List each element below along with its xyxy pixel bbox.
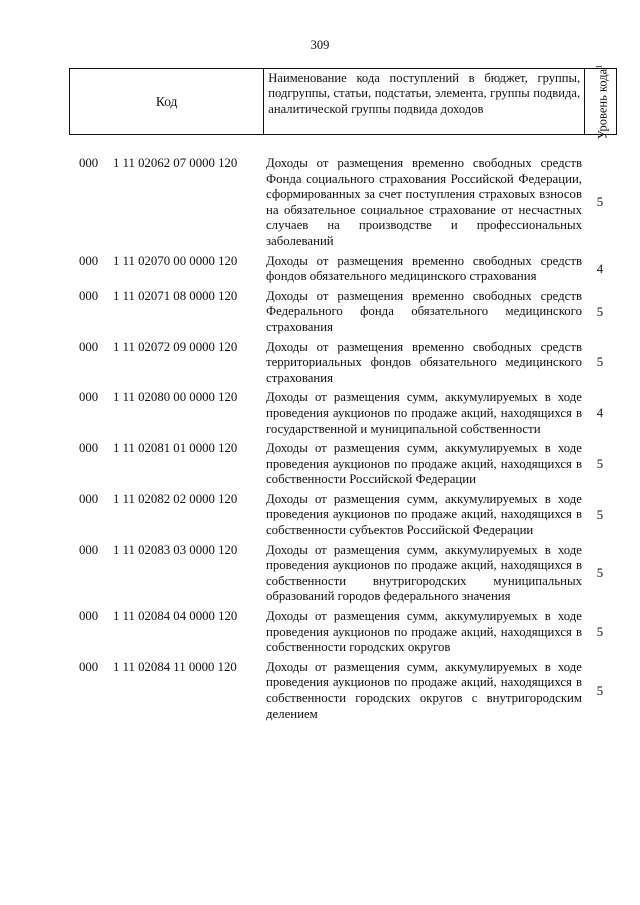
row-code: 1 11 02082 02 0000 120	[113, 491, 238, 506]
row-level: 4	[596, 406, 604, 421]
row-code: 1 11 02062 07 0000 120	[113, 156, 238, 170]
row-name: Доходы от размещения временно свободных средств Фонда социального страхования Российской Федерации, сформированных за счет поступления страховых взносов на обязательное социальное страхование от несчастных случаев на производстве и профессиональных заболеваний	[266, 156, 582, 248]
row-prefix: 000	[79, 491, 99, 506]
row-code: 1 11 02084 11 0000 120	[113, 659, 237, 674]
row-prefix: 000	[79, 542, 99, 557]
header-level-text: Уровень кода	[595, 68, 610, 139]
table-row	[0, 543, 640, 605]
row-code: 1 11 02070 00 0000 120	[113, 253, 238, 268]
table-row	[0, 156, 640, 250]
row-level: 5	[596, 456, 604, 471]
row-name: Доходы от размещения сумм, аккумулируемых в ходе проведения аукционов по продаже акций, находящихся в собственности субъектов Российской Федерации	[266, 491, 582, 538]
table-row	[0, 289, 640, 336]
row-name: Доходы от размещения сумм, аккумулируемых в ходе проведения аукционов по продаже акций, находящихся в государственной и муниципальной собственности	[266, 390, 582, 436]
table-header	[69, 64, 617, 139]
header-name	[264, 69, 585, 134]
table-row	[0, 492, 640, 539]
header-level	[585, 64, 616, 139]
row-prefix: 000	[79, 609, 99, 624]
table-row	[0, 609, 640, 656]
row-code: 1 11 02072 09 0000 120	[113, 339, 238, 354]
header-level-label	[592, 64, 609, 138]
table-body	[0, 156, 640, 722]
row-level: 5	[596, 304, 604, 319]
row-level: 4	[596, 261, 604, 276]
row-prefix: 000	[79, 253, 99, 268]
row-level: 5	[596, 355, 604, 370]
row-code: 1 11 02084 04 0000 120	[113, 609, 238, 624]
row-name: Доходы от размещения сумм, аккумулируемых в ходе проведения аукционов по продаже акций, находящихся в собственности Российской Федерации	[266, 441, 582, 487]
row-prefix: 000	[79, 441, 99, 456]
row-prefix: 000	[79, 390, 99, 405]
row-level: 5	[596, 507, 604, 522]
row-level: 5	[596, 195, 604, 210]
table-row	[0, 441, 640, 488]
header-code-label: Код	[155, 93, 178, 109]
table-row	[0, 340, 640, 387]
row-code: 1 11 02081 01 0000 120	[113, 441, 238, 456]
row-name: Доходы от размещения временно свободных средств фондов обязательного медицинского страхования	[266, 253, 582, 284]
row-name: Доходы от размещения сумм, аккумулируемых в ходе проведения аукционов по продаже акций, находящихся в собственности внутригородских муниципальных образований городов федерального значения	[266, 542, 582, 604]
row-prefix: 000	[79, 156, 99, 170]
table-row	[0, 390, 640, 437]
row-code: 1 11 02080 00 0000 120	[113, 390, 238, 405]
row-code: 1 11 02083 03 0000 120	[113, 542, 238, 557]
row-name: Доходы от размещения сумм, аккумулируемых в ходе проведения аукционов по продаже акций, находящихся в собственности городских округов	[266, 609, 582, 655]
table-row	[0, 660, 640, 722]
row-name: Доходы от размещения временно свободных средств Федерального фонда обязательного медицинского страхования	[266, 288, 582, 334]
row-name: Доходы от размещения временно свободных средств территориальных фондов обязательного медицинского страхования	[266, 339, 582, 385]
row-code: 1 11 02071 08 0000 120	[113, 288, 238, 303]
row-name: Доходы от размещения сумм, аккумулируемых в ходе проведения аукционов по продаже акций, находящихся в собственности городских округов с внутригородским делением	[266, 659, 582, 721]
row-level: 5	[596, 566, 604, 581]
row-prefix: 000	[79, 659, 99, 674]
row-prefix: 000	[79, 339, 99, 354]
header-code	[70, 69, 264, 134]
row-level: 5	[596, 624, 604, 639]
page-number: 309	[310, 38, 330, 52]
header-name-label: Наименование кода поступлений в бюджет, группы, подгруппы, статьи, подстатьи, элемента, группы подвида, аналитической группы подвида доходов	[268, 71, 581, 116]
table-row	[0, 254, 640, 285]
header-level-footnote: 1	[593, 64, 603, 69]
row-level: 5	[596, 683, 604, 698]
row-prefix: 000	[79, 288, 99, 303]
